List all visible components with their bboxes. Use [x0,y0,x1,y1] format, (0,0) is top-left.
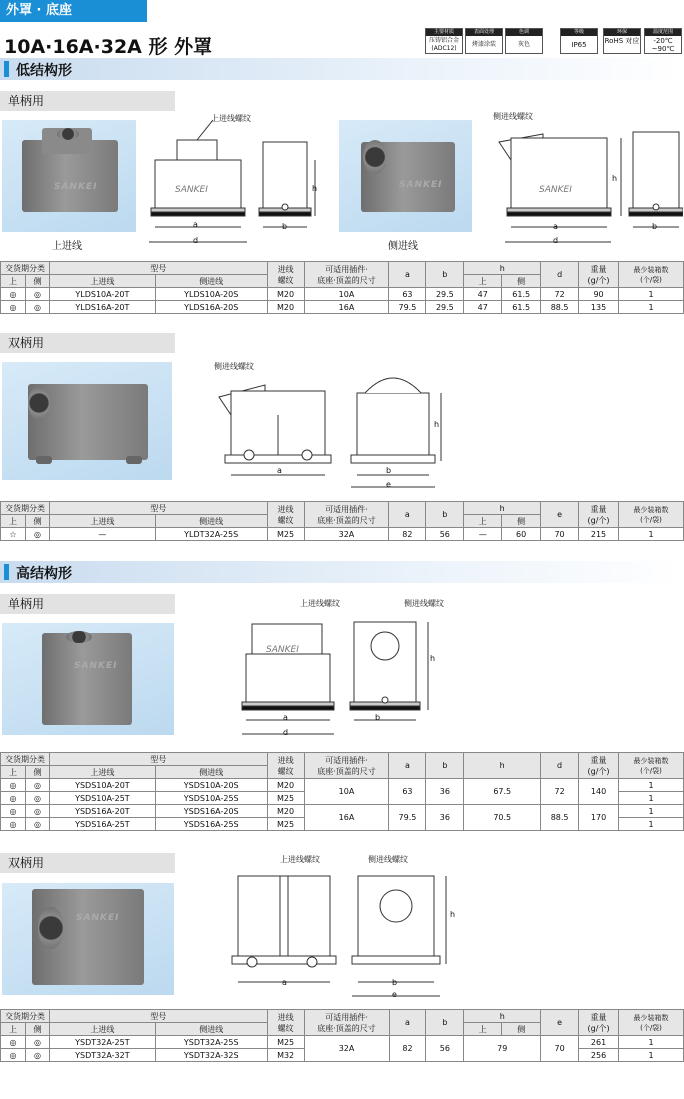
label-top-thread-1: 上进线螺纹 [211,114,251,123]
drawing-low-double [205,355,465,490]
dim-h-5: h [450,910,456,919]
table-row: ◎ ◎ YSDT32A-32T YSDT32A-32S M32 256 1 [1,1049,684,1062]
table-high-single: 交货期分类 型号 进线 螺纹 可适用插件· 底座·顶盖的尺寸 a b h d 重量 (g/个) 最少装箱数 (个/袋) 上 侧 上进线 侧进线 ◎ ◎ YSDS10A-20T YSDS10A-20S M20 10A 63 36 67.5 72 140 1 ◎ ◎ YSDS10A-25T YSDS10A-25S M25 1 ◎ ◎ YSDS16A-20T YSDS16A-20S M20 16A 79.5 36 70.5 88.5 170 1 ◎ ◎ YSDS16A-25T YSDS16A-25S M25 1 [0,752,684,831]
dim-b-3: b [386,466,392,475]
dim-e-3: e [386,480,391,489]
label-side-thread-1: 侧进线螺纹 [493,112,533,121]
spec-finish: 表面处理 烤漆涂装 [465,28,503,54]
subsection-low-double: 双柄用 [0,333,175,353]
dim-b-5: b [392,978,398,987]
spec-grade: 等级 IP65 [560,28,598,54]
subsection-high-single: 单柄用 [0,594,175,614]
table-row: ◎ ◎ YSDS16A-20T YSDS16A-20S M20 16A 79.5 36 70.5 88.5 170 1 [1,805,684,818]
product-photo-high-single: SANKEI [2,623,174,735]
table-low-single: 交货期分类 型号 进线 螺纹 可适用插件· 底座·顶盖的尺寸 a b h d 重量 (g/个) 最少装箱数 (个/袋) 上 侧 上进线 侧进线 上 侧 ◎ ◎ YLDS10A-20T YLDS10A-20S M20 10A 63 29.5 47 61.5 72 90 1 ◎ ◎ YLDS16A-20T YLDS16A-20S M20 16A 79.5 29.5 47 61.5 88.5 135 1 [0,261,684,314]
section-low-header: 低结构形 [0,58,684,80]
product-photo-low-side: SANKEI [339,120,472,232]
spec-color: 色调 灰色 [505,28,543,54]
dim-d-1: d [193,236,199,245]
caption-side-entry: 侧进线 [388,241,418,252]
spec-temperature: 温度范围 -20℃ ~90℃ [644,28,682,54]
dim-b-2: b [652,222,658,231]
table-row: ☆ ◎ — YLDT32A-25S M25 32A 82 56 — 60 70 215 1 [1,528,684,541]
table-row: ◎ ◎ YLDS10A-20T YLDS10A-20S M20 10A 63 29.5 47 61.5 72 90 1 [1,288,684,301]
table-row: ◎ ◎ YLDS16A-20T YLDS16A-20S M20 16A 79.5 29.5 47 61.5 88.5 135 1 [1,301,684,314]
category-tab: 外罩 · 底座 [0,0,147,22]
table-low-double: 交货期分类 型号 进线 螺纹 可适用插件· 底座·顶盖的尺寸 a b h e 重量 (g/个) 最少装箱数 (个/袋) 上 侧 上进线 侧进线 上 侧 ☆ ◎ — YLDT32A-25S M25 32A 82 56 — 60 70 215 1 [0,501,684,541]
table-row: ◎ ◎ YSDS10A-20T YSDS10A-20S M20 10A 63 36 67.5 72 140 1 [1,779,684,792]
table-row: ◎ ◎ YSDS16A-25T YSDS16A-25S M25 1 [1,818,684,831]
svg-text:SANKEI: SANKEI [266,645,299,655]
dim-a-2: a [553,222,558,231]
dim-e-5: e [392,990,397,999]
dim-b-4: b [375,713,381,722]
label-side-thread-4: 侧进线螺纹 [368,855,408,864]
dim-h-1: h [312,184,318,193]
dim-a-3: a [277,466,282,475]
drawing-low-single-top [145,112,335,252]
product-photo-low-double [2,362,172,480]
drawing-high-double [228,852,468,1002]
section-high-header: 高结构形 [0,561,684,583]
label-side-thread-2: 侧进线螺纹 [214,362,254,371]
label-top-thread-4: 上进线螺纹 [280,855,320,864]
dim-h-3: h [434,420,440,429]
dim-h-2: h [612,174,618,183]
table-high-double: 交货期分类 型号 进线 螺纹 可适用插件· 底座·顶盖的尺寸 a b h e 重量 (g/个) 最少装箱数 (个/袋) 上 侧 上进线 侧进线 上 侧 ◎ ◎ YSDT32A-25T YSDT32A-25S M25 32A 82 56 79 70 261 1 ◎ ◎ YSDT32A-32T YSDT32A-32S M32 256 1 [0,1009,684,1062]
label-side-thread-3: 侧进线螺纹 [404,599,444,608]
spec-rohs: 环保 RoHS 对应 [603,28,641,54]
svg-text:SANKEI: SANKEI [539,185,572,195]
dim-a-5: a [282,978,287,987]
table-row: ◎ ◎ YSDT32A-25T YSDT32A-25S M25 32A 82 56 79 70 261 1 [1,1036,684,1049]
dim-d-4: d [283,728,289,737]
caption-top-entry: 上进线 [52,241,82,252]
subsection-low-single: 单柄用 [0,91,175,111]
dim-d-2: d [553,236,559,245]
product-photo-low-top: SANKEI [2,120,136,232]
subsection-high-double: 双柄用 [0,853,175,873]
dim-b-1: b [282,222,288,231]
svg-text:SANKEI: SANKEI [175,185,208,195]
spec-material: 主要材质 压铸铝合金 (ADC12) [425,28,463,54]
page-title: 10A·16A·32A 形 外罩 [4,36,213,58]
table-row: ◎ ◎ YSDS10A-25T YSDS10A-25S M25 1 [1,792,684,805]
drawing-low-single-side [493,112,683,252]
drawing-high-single [238,600,438,740]
dim-h-4: h [430,654,436,663]
dim-a-1: a [193,220,198,229]
dim-a-4: a [283,713,288,722]
product-photo-high-double: SANKEI [2,883,174,995]
label-top-thread-3: 上进线螺纹 [300,599,340,608]
